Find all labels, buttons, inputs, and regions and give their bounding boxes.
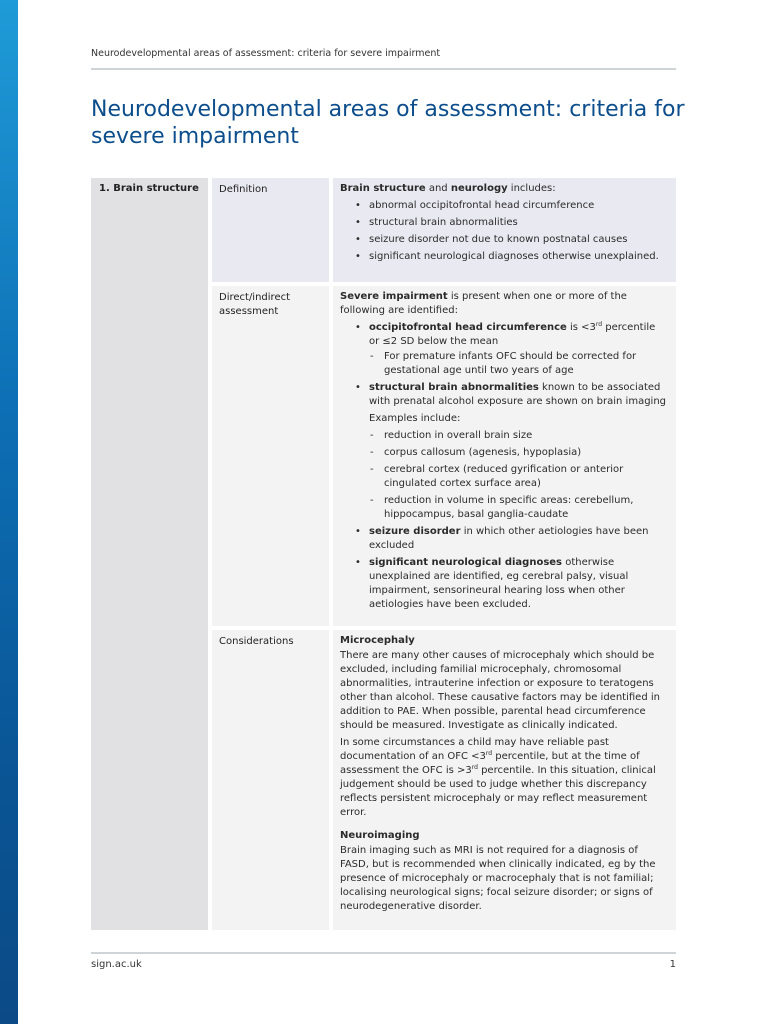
definition-body — [333, 178, 676, 282]
bold-term: seizure disorder — [369, 526, 461, 537]
footer-site-link[interactable]: sign.ac.uk — [91, 959, 142, 970]
superscript: rd — [485, 750, 493, 757]
item-text: percentile or ≤2 SD below the mean — [369, 322, 656, 347]
examples-label: Examples include: — [369, 413, 461, 424]
paragraph-text: percentile. In this situation, clinical judgement should be used to judge whether this discrepancy reflects persistent microcephaly or may reflect measurement error. — [340, 765, 656, 818]
bold-term: structural brain abnormalities — [369, 382, 539, 393]
bold-term: occipitofrontal head circumference — [369, 322, 567, 333]
definition-list — [340, 199, 668, 264]
sub-item: - corpus callosum (agenesis, hypoplasia) — [384, 446, 668, 460]
topic-label: 1. Brain structure — [99, 183, 199, 194]
neuroimaging-paragraph: Brain imaging such as MRI is not required for a diagnosis of FASD, but is recommended when clinically indicated, eg by the presence of microcephaly or macrocephaly that is not familial; localising neurological signs; focal seizure disorder; or signs of neurodegenerative disorder. — [340, 845, 656, 912]
side-color-band — [0, 0, 18, 1024]
considerations-label: Considerations — [212, 630, 329, 930]
list-item — [369, 381, 668, 522]
bold-term: significant neurological diagnoses — [369, 557, 563, 568]
assessment-row — [212, 286, 676, 626]
topic-column — [91, 178, 208, 930]
item-text: otherwise unexplained are identified, eg cerebral palsy, visual impairment, sensorineural hearing loss when other aetiologies have been excluded. — [369, 557, 629, 610]
paragraph-text: percentile, but at the time of assessment the OFC is >3 — [340, 751, 640, 776]
sub-item: - cerebral cortex (reduced gyrification or anterior cingulated cortex surface area) — [384, 463, 668, 491]
page-title: Neurodevelopmental areas of assessment: criteria for severe impairment — [91, 97, 685, 149]
list-item: • structural brain abnormalities — [369, 216, 668, 230]
list-item: • abnormal occipitofrontal head circumference — [369, 199, 668, 213]
criteria-table — [91, 178, 676, 930]
microcephaly-paragraph-2 — [340, 736, 668, 820]
definition-intro — [340, 182, 668, 196]
ofc-sublist — [369, 350, 668, 378]
header-divider — [91, 68, 676, 70]
running-header: Neurodevelopmental areas of assessment: criteria for severe impairment — [91, 48, 441, 59]
sub-item: - reduction in overall brain size — [384, 429, 668, 443]
paragraph-text: In some circumstances a child may have reliable past documentation of an OFC <3 — [340, 737, 609, 762]
superscript: rd — [471, 764, 478, 771]
assessment-label: Direct/indirect assessment — [212, 286, 329, 626]
neuroimaging-heading: Neuroimaging — [340, 830, 420, 841]
definition-row — [212, 178, 676, 282]
item-text: is <3 — [566, 322, 596, 333]
assessment-body — [333, 286, 676, 626]
item-text: known to be associated with prenatal alcohol exposure are shown on brain imaging — [369, 382, 667, 407]
bold-term: neurology — [450, 183, 508, 194]
intro-text: is present when one or more of the following are identified: — [340, 291, 627, 316]
microcephaly-paragraph-1: There are many other causes of microcephaly which should be excluded, including familial microcephaly, chromosomal abnormalities, intrauterine infection or exposure to teratogens other than alcohol. These causative factors may be identified in addition to PAE. When possible, parental head circumference should be measured. Investigate as clinically indicated. — [340, 650, 660, 731]
list-item — [369, 525, 668, 553]
superscript: rd — [595, 321, 603, 328]
microcephaly-heading: Microcephaly — [340, 635, 415, 646]
item-text: in which other aetiologies have been excluded — [369, 526, 649, 551]
list-item — [369, 556, 668, 612]
list-item — [369, 321, 668, 378]
page-number: 1 — [669, 959, 676, 970]
bold-term: Severe impairment — [340, 291, 448, 302]
considerations-body — [333, 630, 676, 930]
assessment-list — [340, 321, 668, 612]
list-item: • significant neurological diagnoses otherwise unexplained. — [369, 250, 668, 264]
definition-label: Definition — [212, 178, 329, 282]
footer-divider — [91, 952, 676, 954]
intro-text: and — [425, 183, 451, 194]
intro-text: includes: — [507, 183, 556, 194]
assessment-intro — [340, 290, 668, 318]
bold-term: Brain structure — [340, 183, 426, 194]
sub-item: - For premature infants OFC should be corrected for gestational age until two years of age — [384, 350, 668, 378]
sub-item: - reduction in volume in specific areas: cerebellum, hippocampus, basal ganglia-caudate — [384, 494, 668, 522]
list-item: • seizure disorder not due to known postnatal causes — [369, 233, 668, 247]
examples-list — [369, 429, 668, 522]
considerations-row — [212, 630, 676, 930]
